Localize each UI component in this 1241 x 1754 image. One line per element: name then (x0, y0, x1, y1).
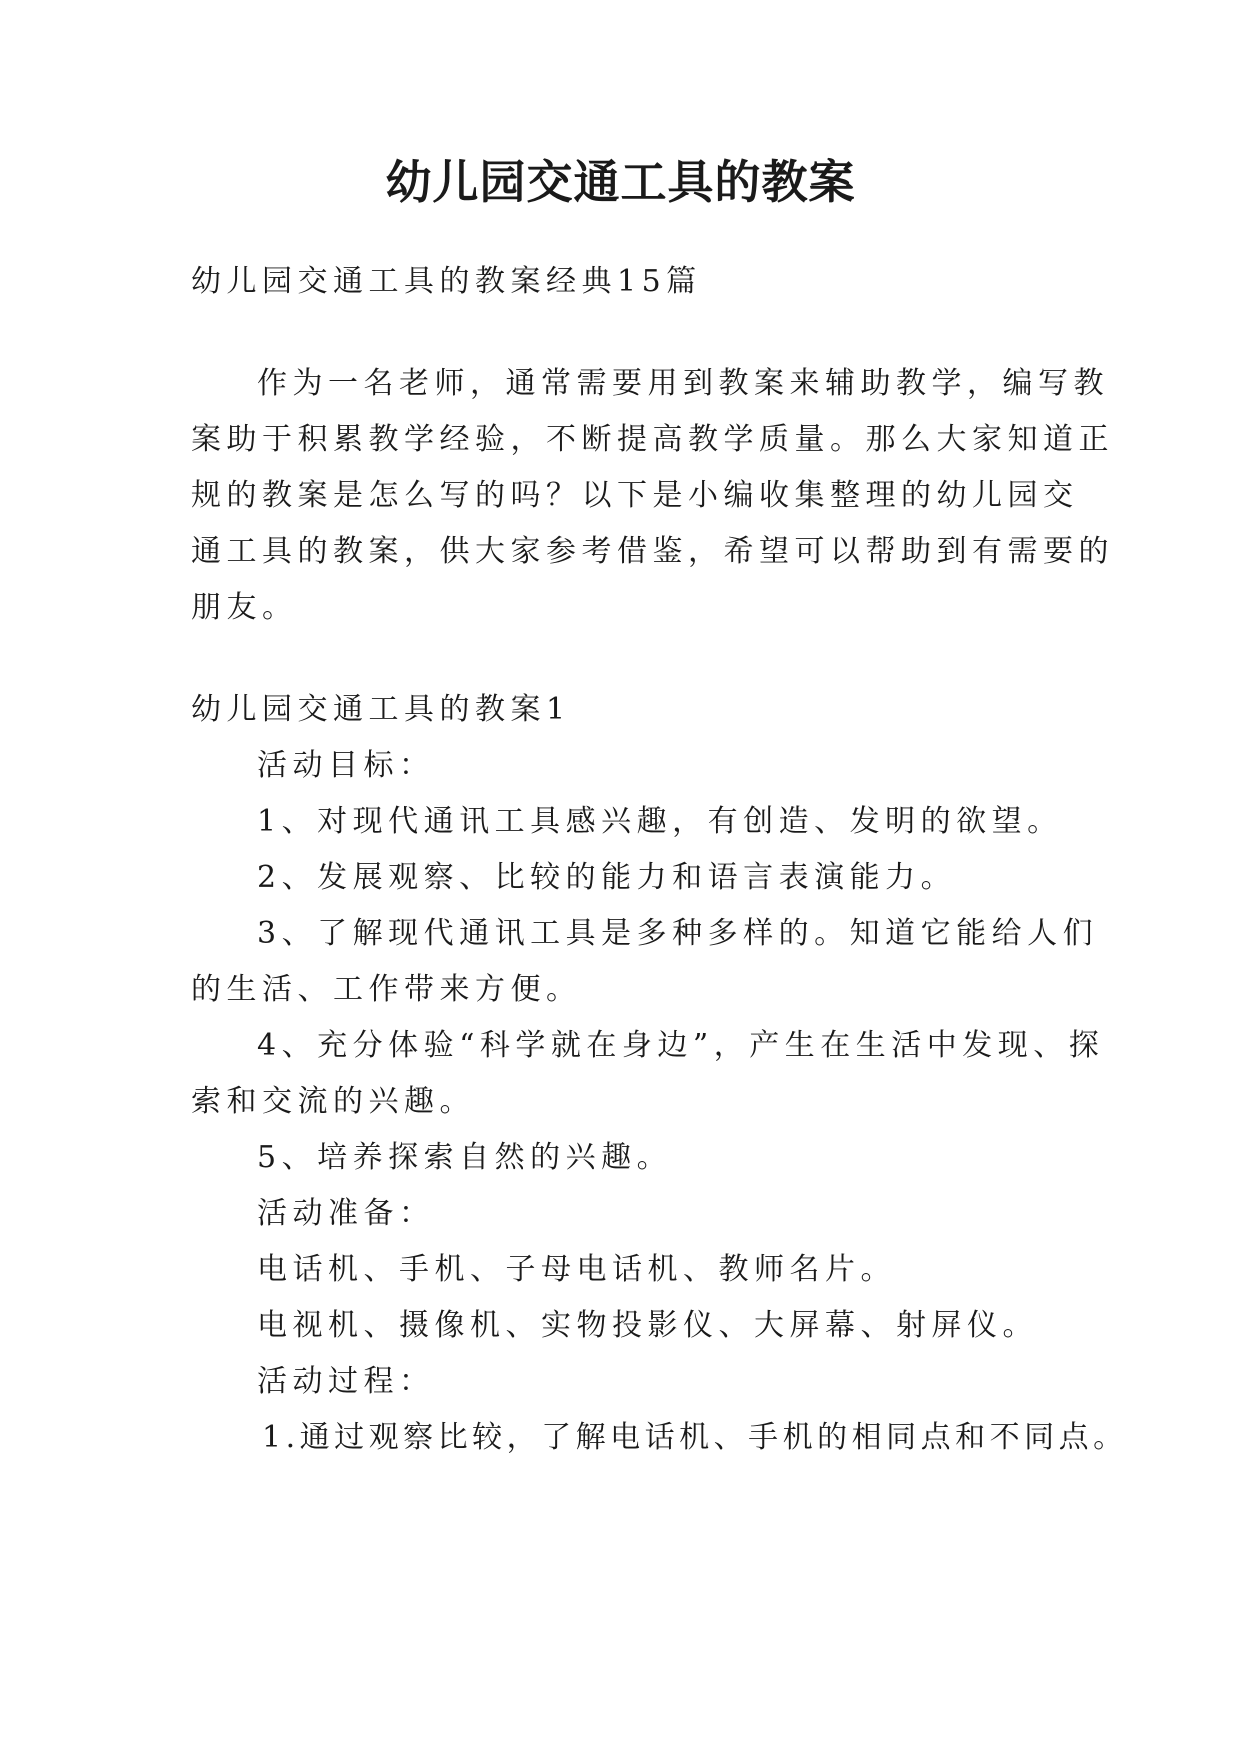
intro-line-3: 规的教案是怎么写的吗？以下是小编收集整理的幼儿园交 (191, 478, 1079, 513)
goal-item-4-line-1: 4、充分体验“科学就在身边”，产生在生活中发现、探 (257, 1028, 1105, 1063)
process-item-1: 1.通过观察比较，了解电话机、手机的相同点和不同点。 (262, 1420, 1128, 1455)
intro-line-1: 作为一名老师，通常需要用到教案来辅助教学，编写教 (257, 366, 1109, 401)
page-title: 幼儿园交通工具的教案 (385, 155, 856, 209)
section-heading: 幼儿园交通工具的教案1 (191, 692, 571, 727)
document-subtitle: 幼儿园交通工具的教案经典15篇 (191, 264, 702, 299)
goal-item-3-line-1: 3、了解现代通讯工具是多种多样的。知道它能给人们 (257, 916, 1099, 951)
goal-item-2: 2、发展观察、比较的能力和语言表演能力。 (257, 860, 957, 895)
goal-item-3-line-2: 的生活、工作带来方便。 (191, 972, 582, 1007)
intro-line-2: 案助于积累教学经验，不断提高教学质量。那么大家知道正 (191, 422, 1114, 457)
goal-item-1: 1、对现代通讯工具感兴趣，有创造、发明的欲望。 (257, 804, 1063, 839)
process-label: 活动过程： (257, 1364, 435, 1399)
goal-item-4-line-2: 索和交流的兴趣。 (191, 1084, 475, 1119)
prep-label: 活动准备： (257, 1196, 435, 1231)
goals-label: 活动目标： (257, 748, 435, 783)
prep-item-1: 电话机、手机、子母电话机、教师名片。 (257, 1252, 896, 1287)
intro-line-5: 朋友。 (191, 590, 298, 625)
intro-line-4: 通工具的教案，供大家参考借鉴，希望可以帮助到有需要的 (191, 534, 1114, 569)
goal-item-5: 5、培养探索自然的兴趣。 (257, 1140, 673, 1175)
prep-item-2: 电视机、摄像机、实物投影仪、大屏幕、射屏仪。 (257, 1308, 1038, 1343)
